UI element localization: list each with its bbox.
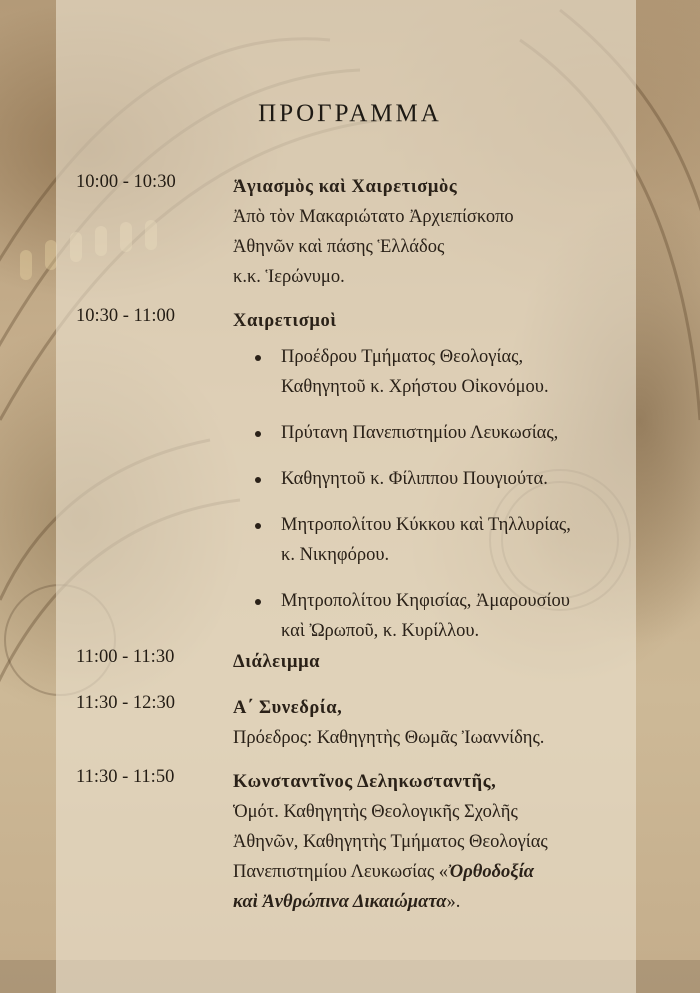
page-title: ΠΡΟΓΡΑΜΜΑ bbox=[258, 100, 442, 127]
entry-content bbox=[233, 306, 633, 662]
bullet-icon bbox=[255, 355, 261, 361]
entry-line: Ἀπὸ τὸν Μακαριώτατο Ἀρχιεπίσκοπο bbox=[233, 207, 514, 227]
bullet-icon bbox=[255, 599, 261, 605]
entry-line: Πρόεδρος: Καθηγητὴς Θωμᾶς Ἰωαννίδης. bbox=[233, 728, 545, 748]
bullet-icon bbox=[255, 477, 261, 483]
list-item bbox=[233, 586, 633, 646]
entry-time: 11:30 - 12:30 bbox=[76, 693, 176, 713]
list-item bbox=[233, 464, 633, 494]
list-item bbox=[233, 510, 633, 570]
entry-heading: Α΄ Συνεδρία, bbox=[233, 698, 343, 718]
entry-content bbox=[233, 767, 633, 917]
list-item-line: Καθηγητοῦ κ. Φίλιππου Πουγιούτα. bbox=[281, 469, 548, 489]
entry-line: Ὁμότ. Καθηγητὴς Θεολογικῆς Σχολῆς bbox=[233, 802, 518, 822]
list-item bbox=[233, 418, 633, 448]
list-item bbox=[233, 342, 633, 402]
entry-time: 10:30 - 11:00 bbox=[76, 306, 176, 326]
list-item-line: καὶ Ὠρωποῦ, κ. Κυρίλλου. bbox=[281, 621, 480, 641]
bullet-icon bbox=[255, 431, 261, 437]
entry-line: Ἀθηνῶν καὶ πάσης Ἑλλάδος bbox=[233, 237, 445, 257]
entry-content bbox=[233, 693, 633, 753]
entry-time: 11:00 - 11:30 bbox=[76, 647, 175, 667]
entry-line bbox=[233, 887, 633, 917]
entry-content bbox=[233, 647, 633, 677]
list-item-line: Μητροπολίτου Κύκκου καὶ Τηλλυρίας, bbox=[281, 515, 571, 535]
list-item-line: Πρύτανη Πανεπιστημίου Λευκωσίας, bbox=[281, 423, 559, 443]
entry-content bbox=[233, 172, 633, 292]
entry-line-text: ». bbox=[446, 892, 461, 912]
lecture-title: Ὀρθοδοξία bbox=[448, 862, 534, 882]
entry-line-text: Πανεπιστημίου Λευκωσίας « bbox=[233, 862, 449, 882]
list-item-line: Προέδρου Τμήματος Θεολογίας, bbox=[281, 347, 524, 367]
list-item-line: Καθηγητοῦ κ. Χρήστου Οἰκονόμου. bbox=[281, 377, 549, 397]
entry-heading: Χαιρετισμοὶ bbox=[233, 311, 337, 331]
entry-line: κ.κ. Ἱερώνυμο. bbox=[233, 267, 345, 287]
list-item-line: κ. Νικηφόρου. bbox=[281, 545, 390, 565]
lecture-title-cont: καὶ Ἀνθρώπινα Δικαιώματα bbox=[233, 892, 447, 912]
entry-heading: Κωνσταντῖνος Δεληκωσταντῆς, bbox=[233, 772, 497, 792]
entry-line bbox=[233, 857, 633, 887]
entry-heading: Διάλειμμα bbox=[233, 652, 321, 672]
bullet-list bbox=[233, 342, 633, 646]
entry-time: 11:30 - 11:50 bbox=[76, 767, 175, 787]
list-item-line: Μητροπολίτου Κηφισίας, Ἀμαρουσίου bbox=[281, 591, 570, 611]
entry-heading: Ἁγιασμὸς καὶ Χαιρετισμὸς bbox=[233, 177, 458, 197]
entry-line: Ἀθηνῶν, Καθηγητὴς Τμήματος Θεολογίας bbox=[233, 832, 548, 852]
entry-time: 10:00 - 10:30 bbox=[76, 172, 176, 192]
bullet-icon bbox=[255, 523, 261, 529]
